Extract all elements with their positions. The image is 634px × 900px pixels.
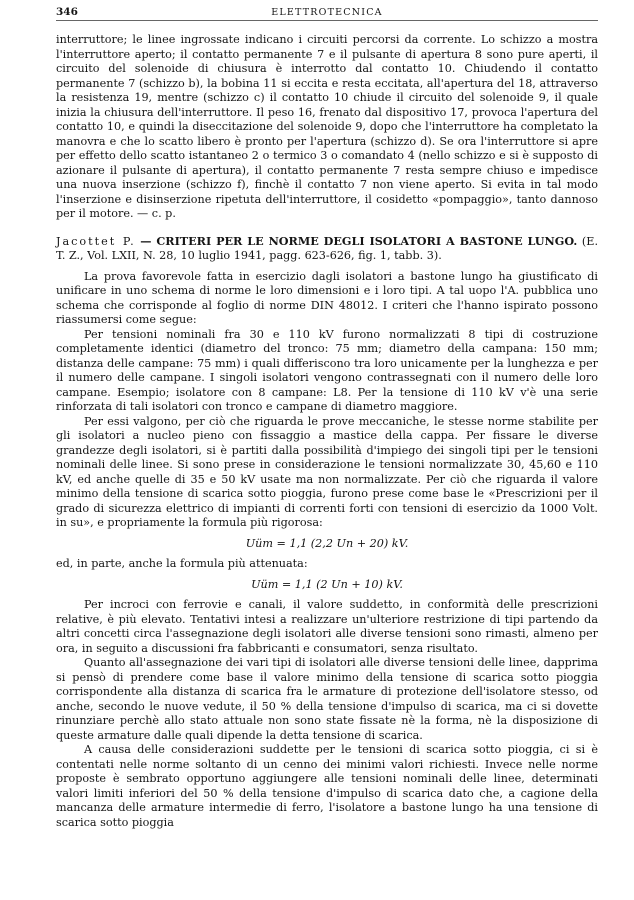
paragraph: Per incroci con ferrovie e canali, il valore suddetto, in conformità delle prescrizioni relative, è più elevato. Tentativi intesi a realizzare un'ulteriore restrizione di tipi partendo da altri concetti circa l'assegnazione degli isolatori alle diverse tensioni sono rimasti, almeno per ora, in seguito a discussioni fra fabbricanti e consumatori, senza risultato. <box>56 598 598 655</box>
article-title: — CRITERI PER LE NORME DEGLI ISOLATORI A BASTONE LUNGO. <box>140 233 578 248</box>
page-body <box>56 33 598 830</box>
header-rule <box>56 20 598 21</box>
article-author: Jacottet P. <box>56 234 136 248</box>
paragraph: La prova favorevole fatta in esercizio dagli isolatori a bastone lungo ha giustificato di unificare in uno schema di norme le loro dimensioni e i loro tipi. A tal uopo l'A. pubblica uno schema che corrisponde al foglio di norme DIN 48012. I criteri che l'hanno ispirato possono riassumersi come segue: <box>56 269 598 326</box>
formula-attenuated: Uüm = 1,1 (2 Un + 10) kV. <box>251 577 403 591</box>
paragraph: A causa delle considerazioni suddette per le tensioni di scarica sotto pioggia, ci si è contentati nelle norme soltanto di un cenno dei minimi valori richiesti. Invece nelle norme proposte è sembrato opportuno aggiungere alle tensioni nominali delle linee, determinati valori limiti inferiori del 50 % della tensione d'impulso di scarica dato che, a cagione della mancanza delle armature intermedie di ferro, l'isolatore a bastone lungo ha una tensione di scarica sotto pioggia <box>56 743 598 829</box>
article-heading <box>56 234 598 264</box>
page-number: 346 <box>56 6 78 18</box>
paragraph: Per essi valgono, per ciò che riguarda le prove meccaniche, le stesse norme stabilite per gli isolatori a nucleo pieno con fissaggio a mastice della cappa. Per fissare le diverse grandezze degli isolatori, si è partiti dalla possibilità d'impiego dei singoli tipi per le tensioni nominali delle linee. Si sono prese in considerazione le tensioni normalizzate 30, 45,60 e 110 kV, ed anche quelle di 35 e 50 kV usate ma non normalizzate. Per ciò che riguarda il valore minimo della tensione di scarica sotto pioggia, furono prese come base le «Prescrizioni per il grado di sicurezza elettrico di impianti di correnti forti con tensioni di esercizio da 1000 Volt. in su», e propriamente la formula più rigorosa: <box>56 414 598 529</box>
formula-intro-text: ed, in parte, anche la formula più attenuata: <box>56 557 308 570</box>
formula-rigorous: Uüm = 1,1 (2,2 Un + 20) kV. <box>245 536 409 550</box>
article-citation: (E. T. Z., Vol. LXII, N. 28, 10 luglio 1941, pagg. 623-626, fig. 1, tabb. 3). <box>56 234 599 262</box>
paragraph: Per tensioni nominali fra 30 e 110 kV furono normalizzati 8 tipi di costruzione completamente identici (diametro del tronco: 75 mm; diametro della campana: 150 mm; distanza delle campane: 75 mm) i quali differiscono tra loro unicamente per la lunghezza e per il numero delle campane. I singoli isolatori vengono contrassegnati con il numero delle loro campane. Esempio; isolatore con 8 campane: L8. Per la tensione di 110 kV v'è una serie rinforzata di tali isolatori con tronco e campane di diametro maggiore. <box>56 327 598 413</box>
journal-title: ELETTROTECNICA <box>271 7 383 18</box>
paragraph: Quanto all'assegnazione dei vari tipi di isolatori alle diverse tensioni delle linee, dapprima si pensò di prendere come base il valore minimo della tensione di scarica sotto pioggia corrispondente alla distanza di scarica fra le armature di protezione dell'isolatore stesso, od anche, secondo le nuove vedute, il 50 % della tensione d'impulso di scarica, ma ci si dovette rinunziare perchè allo stato attuale non sono state fissate nè la forma, nè la disposizione di queste armature dalle quali dipende la detta tensione di scarica. <box>56 656 598 742</box>
intro-paragraph: interruttore; le linee ingrossate indicano i circuiti percorsi da corrente. Lo schizzo a mostra l'interruttore aperto; il contatto permanente 7 e il pulsante di apertura 8 sono pure aperti, il circuito del solenoide di chiusura è interrotto dal contatto 10. Chiudendo il contatto permanente 7 (schizzo b), la bobina 11 si eccita e resta eccitata, all'apertura del 18, attraverso la resistenza 19, mentre (schizzo c) il contatto 10 chiude il circuito del solenoide 9, il quale inizia la chiusura dell'interruttore. Il peso 16, frenato dal dispositivo 17, provoca l'apertura del contatto 10, e quindi la diseccitazione del solenoide 9, dopo che l'interruttore ha completato la manovra e che lo scatto libero è pronto per l'apertura (schizzo d). Se ora l'interruttore si apre per effetto dello scatto istantaneo 2 o termico 3 o comandato 4 (nello schizzo e si è supposto di azionare il pulsante di apertura), il contatto permanente 7 resta sempre chiuso e impedisce una nuova inserzione (schizzo f), finchè il contatto 7 non viene aperto. Si evita in tal modo l'inserzione e disinserzione ripetuta dell'interruttore, il cosidetto «pompaggio», tanto dannoso per il motore. — c. p. <box>56 33 598 220</box>
